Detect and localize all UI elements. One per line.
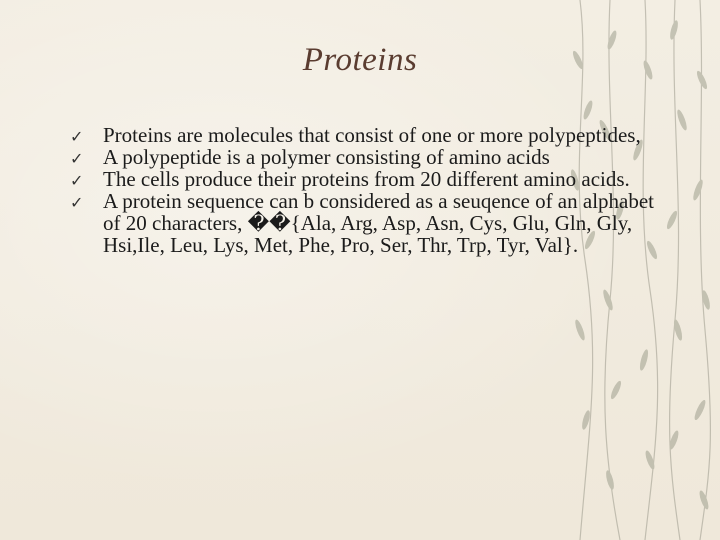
bullet-item xyxy=(70,146,660,168)
slide-title: Proteins xyxy=(302,42,418,78)
checkmark-icon: ✓ xyxy=(70,127,84,146)
bullet-text: A protein sequence can b considered as a seuqence of an alphabet of 20 characters, ��{Ala, Arg, Asp, Asn, Cys, Glu, Gln, Gly, Hsi,Ile, Leu, Lys, Met, Phe, Pro, Ser, Thr, Trp, Tyr, Val}. xyxy=(103,189,655,257)
bullet-text: The cells produce their proteins from 20 different amino acids. xyxy=(103,167,630,191)
bullet-item xyxy=(70,190,660,256)
willow-branches-decoration xyxy=(550,0,720,540)
bullet-item xyxy=(70,168,660,190)
checkmark-icon: ✓ xyxy=(70,171,84,190)
bullet-item xyxy=(70,124,660,146)
bullet-list xyxy=(70,124,660,256)
bullet-text: Proteins are molecules that consist of one or more polypeptides, xyxy=(103,123,641,147)
checkmark-icon: ✓ xyxy=(70,149,84,168)
checkmark-icon: ✓ xyxy=(70,193,84,212)
bullet-text: A polypeptide is a polymer consisting of amino acids xyxy=(103,145,550,169)
